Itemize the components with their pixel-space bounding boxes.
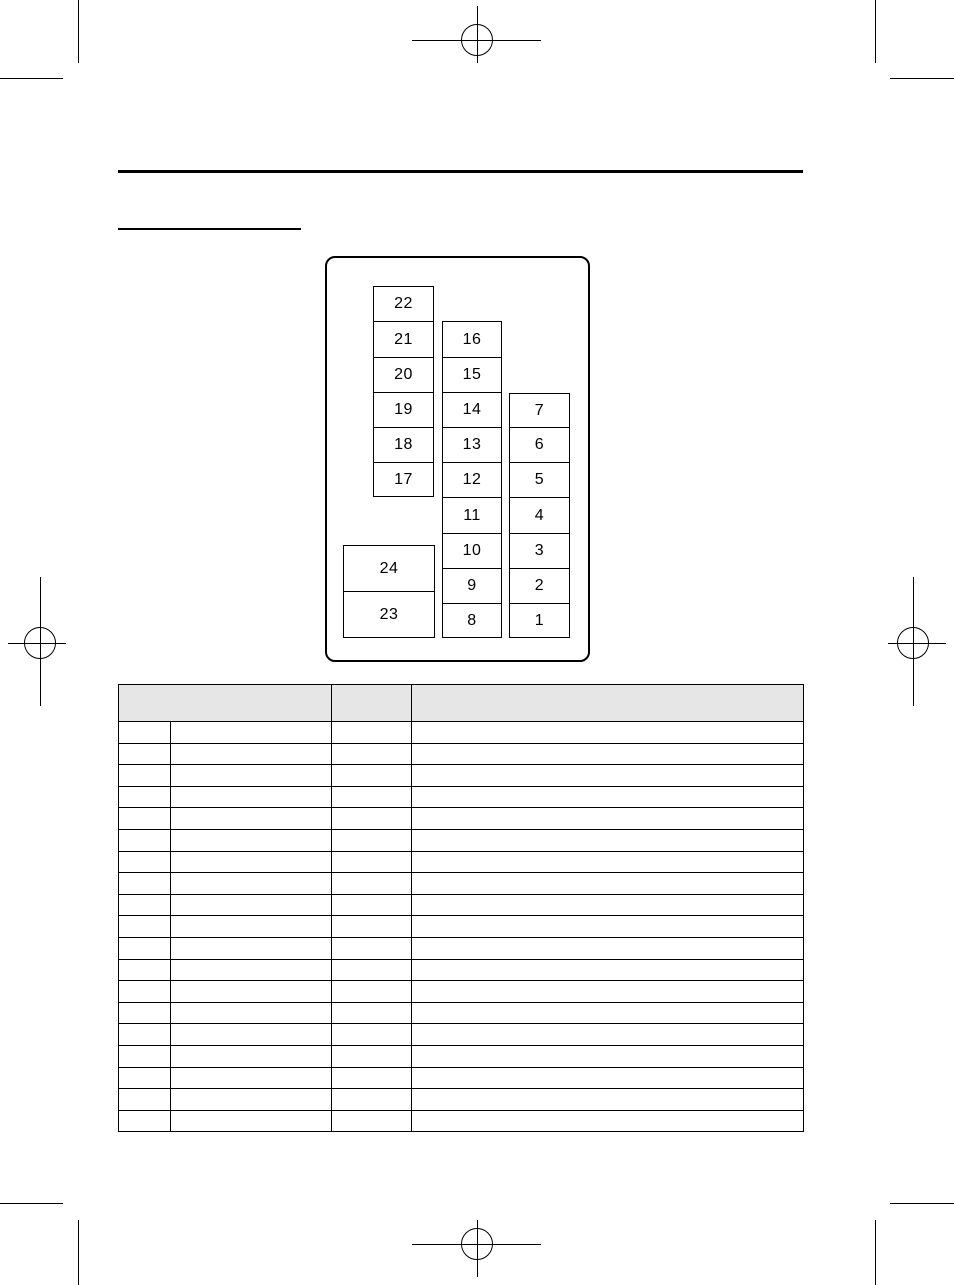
table-cell-name (171, 1110, 332, 1132)
table-cell-circuit (412, 765, 804, 787)
table-cell-name (171, 916, 332, 938)
table-row (119, 722, 804, 744)
fuse-20: 20 (373, 357, 434, 393)
table-header-rating (332, 685, 412, 722)
fuse-1: 1 (509, 603, 570, 638)
table-cell-no (119, 1110, 171, 1132)
table-cell-circuit (412, 743, 804, 765)
table-row (119, 873, 804, 895)
table-cell-no (119, 765, 171, 787)
table-cell-circuit (412, 894, 804, 916)
fuse-12: 12 (442, 462, 502, 498)
table-cell-no (119, 851, 171, 873)
fuse-21: 21 (373, 321, 434, 358)
table-cell-name (171, 1002, 332, 1024)
fuse-22: 22 (373, 286, 434, 322)
table-cell-rating (332, 916, 412, 938)
table-cell-circuit (412, 829, 804, 851)
fuse-8: 8 (442, 603, 502, 638)
table-cell-name (171, 829, 332, 851)
table-row (119, 1089, 804, 1111)
table-cell-circuit (412, 808, 804, 830)
table-cell-circuit (412, 786, 804, 808)
table-cell-name (171, 851, 332, 873)
table-cell-no (119, 1089, 171, 1111)
table-row (119, 808, 804, 830)
table-cell-circuit (412, 1089, 804, 1111)
fuse-18: 18 (373, 427, 434, 463)
table-cell-no (119, 937, 171, 959)
table-cell-rating (332, 1024, 412, 1046)
table-row (119, 1002, 804, 1024)
table-cell-circuit (412, 1067, 804, 1089)
fuse-4: 4 (509, 497, 570, 534)
fuse-11: 11 (442, 497, 502, 534)
table-cell-rating (332, 1089, 412, 1111)
fuse-13: 13 (442, 427, 502, 463)
table-cell-no (119, 743, 171, 765)
table-cell-name (171, 1045, 332, 1067)
table-cell-circuit (412, 981, 804, 1003)
table-cell-rating (332, 808, 412, 830)
fuse-19: 19 (373, 392, 434, 428)
table-cell-circuit (412, 937, 804, 959)
table-row (119, 743, 804, 765)
table-cell-name (171, 937, 332, 959)
table-row (119, 1024, 804, 1046)
table-cell-circuit (412, 722, 804, 744)
table-cell-rating (332, 851, 412, 873)
table-cell-rating (332, 722, 412, 744)
table-cell-no (119, 1045, 171, 1067)
fuse-7: 7 (509, 393, 570, 428)
table-cell-rating (332, 765, 412, 787)
fuse-2: 2 (509, 568, 570, 604)
table-row (119, 765, 804, 787)
table-cell-rating (332, 743, 412, 765)
table-cell-no (119, 829, 171, 851)
table-cell-no (119, 981, 171, 1003)
table-row (119, 916, 804, 938)
table-cell-rating (332, 959, 412, 981)
table-cell-no (119, 916, 171, 938)
table-cell-circuit (412, 851, 804, 873)
table-cell-rating (332, 1110, 412, 1132)
table-cell-rating (332, 937, 412, 959)
table-row (119, 894, 804, 916)
table-cell-circuit (412, 959, 804, 981)
fuse-24: 24 (343, 545, 435, 592)
fuse-14: 14 (442, 392, 502, 428)
table-row (119, 851, 804, 873)
table-cell-circuit (412, 1002, 804, 1024)
table-header-fuse (119, 685, 332, 722)
fuse-9: 9 (442, 568, 502, 604)
table-cell-circuit (412, 1045, 804, 1067)
table-row (119, 959, 804, 981)
table-cell-no (119, 873, 171, 895)
table-body (119, 722, 804, 1132)
table-header-row (119, 685, 804, 722)
table-cell-name (171, 1024, 332, 1046)
table-cell-circuit (412, 916, 804, 938)
fuse-table (118, 684, 804, 1132)
fuse-5: 5 (509, 462, 570, 498)
table-cell-name (171, 1067, 332, 1089)
table-cell-name (171, 722, 332, 744)
table-row (119, 786, 804, 808)
table-cell-rating (332, 1067, 412, 1089)
table-row (119, 1045, 804, 1067)
table-cell-circuit (412, 873, 804, 895)
table-cell-rating (332, 829, 412, 851)
table-cell-rating (332, 873, 412, 895)
table-cell-rating (332, 1002, 412, 1024)
table-cell-rating (332, 894, 412, 916)
table-cell-name (171, 894, 332, 916)
fuse-3: 3 (509, 533, 570, 569)
table-cell-rating (332, 786, 412, 808)
table-cell-rating (332, 1045, 412, 1067)
fuse-6: 6 (509, 427, 570, 463)
table-row (119, 829, 804, 851)
table-cell-name (171, 808, 332, 830)
table-row (119, 937, 804, 959)
table-cell-rating (332, 981, 412, 1003)
table-row (119, 1110, 804, 1132)
fuse-15: 15 (442, 357, 502, 393)
table-cell-no (119, 894, 171, 916)
fuse-16: 16 (442, 321, 502, 358)
table-cell-circuit (412, 1110, 804, 1132)
table-cell-name (171, 959, 332, 981)
section-header-rule (118, 170, 803, 173)
table-cell-name (171, 765, 332, 787)
table-cell-no (119, 808, 171, 830)
table-cell-name (171, 873, 332, 895)
subsection-underline (118, 228, 301, 230)
table-cell-name (171, 981, 332, 1003)
table-header-circuit (412, 685, 804, 722)
table-cell-no (119, 1024, 171, 1046)
table-cell-no (119, 786, 171, 808)
table-row (119, 1067, 804, 1089)
fuse-23: 23 (343, 591, 435, 638)
table-cell-circuit (412, 1024, 804, 1046)
table-cell-name (171, 786, 332, 808)
table-cell-name (171, 1089, 332, 1111)
table-cell-no (119, 959, 171, 981)
table-cell-name (171, 743, 332, 765)
table-cell-no (119, 1067, 171, 1089)
table-cell-no (119, 1002, 171, 1024)
fuse-17: 17 (373, 462, 434, 497)
table-cell-no (119, 722, 171, 744)
table-row (119, 981, 804, 1003)
fuse-10: 10 (442, 533, 502, 569)
